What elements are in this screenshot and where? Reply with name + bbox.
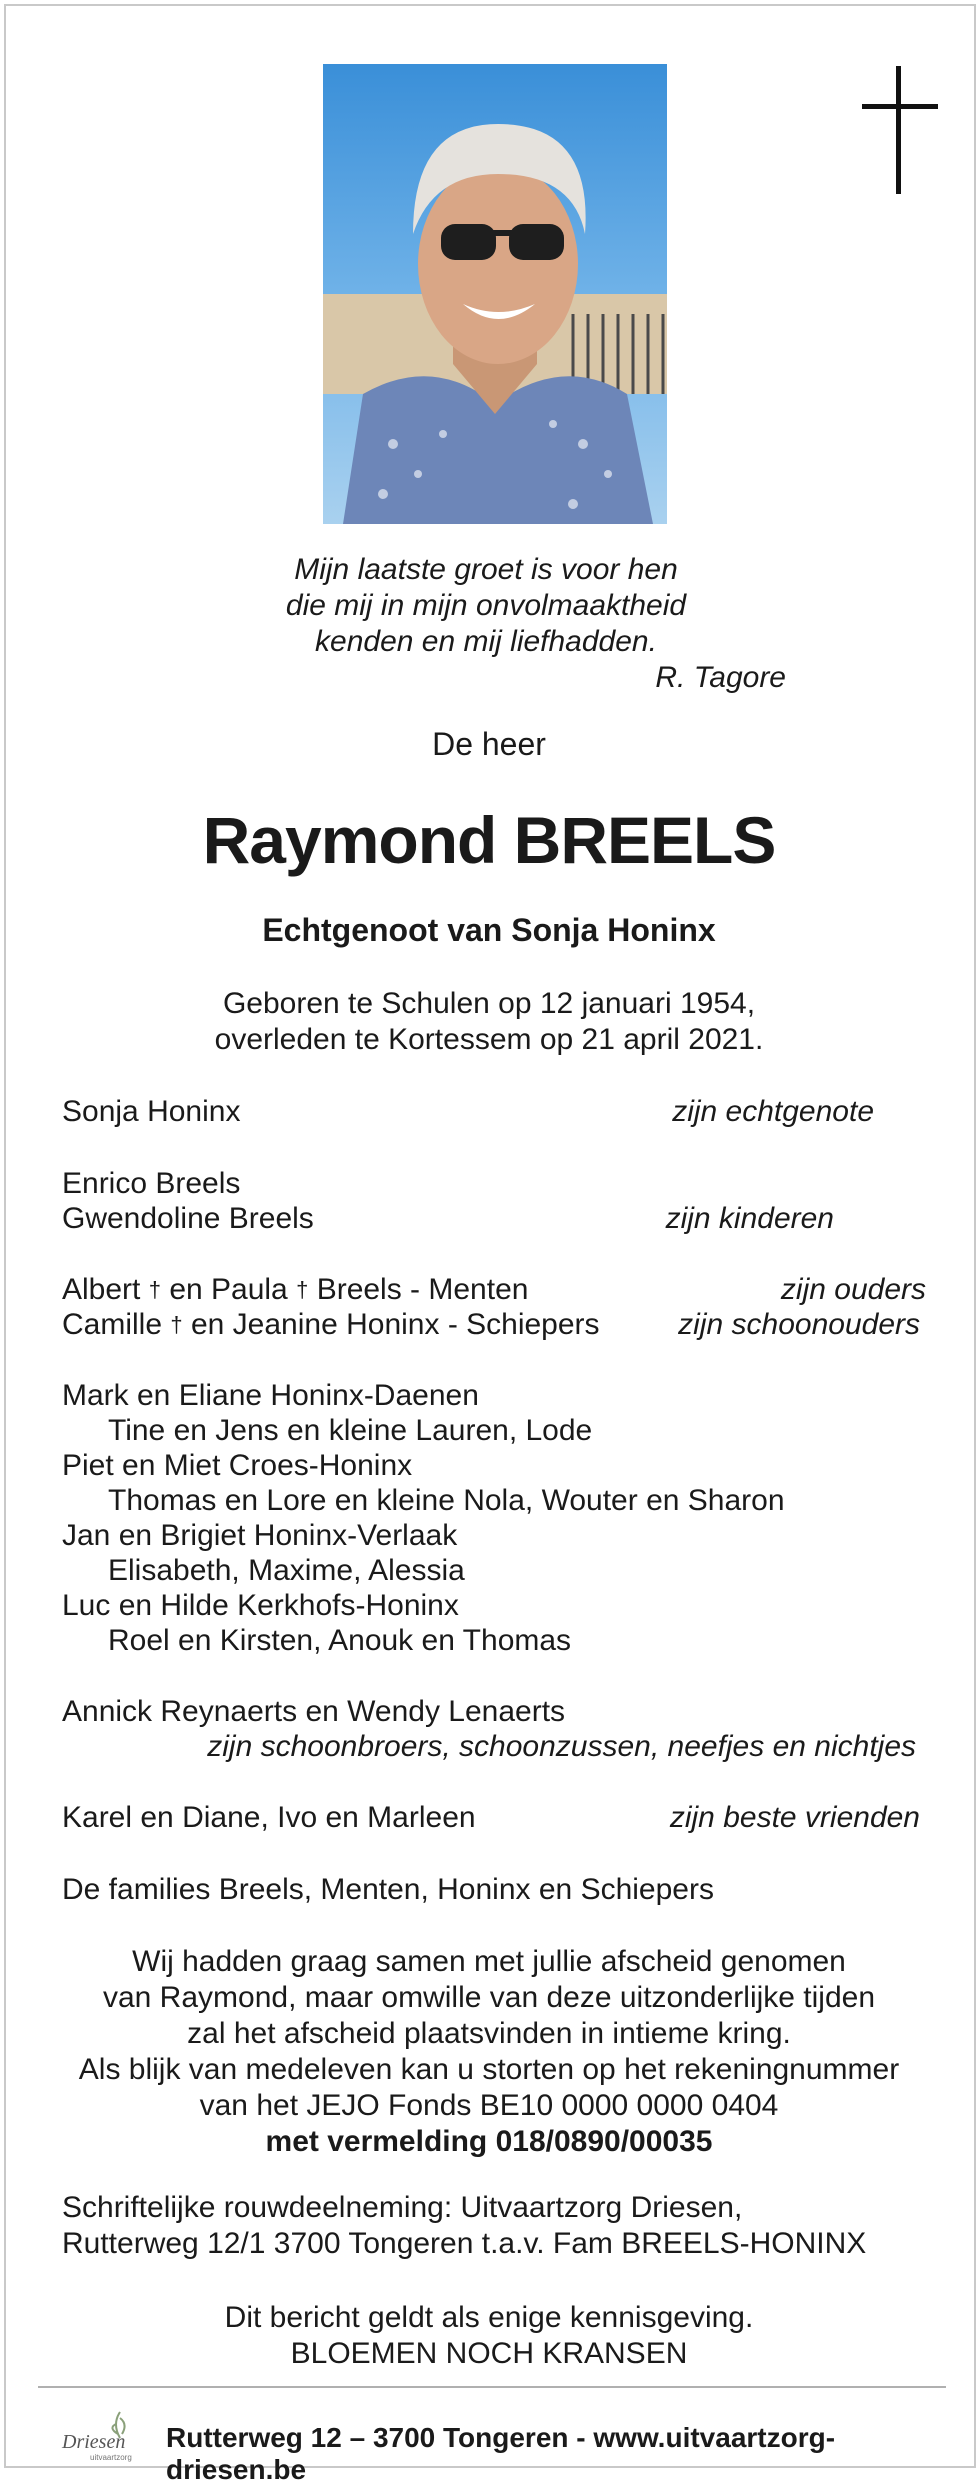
birth-line: Geboren te Schulen op 12 januari 1954, <box>222 987 756 1020</box>
logo-name: Driesen <box>62 2431 126 2453</box>
quote-line: Mijn laatste groet is voor hen <box>294 553 678 586</box>
family-row-inlaws <box>62 1307 926 1343</box>
relative-name: Camille † en Jeanine Honinx - Schiepers <box>62 1308 600 1341</box>
families-line: De families Breels, Menten, Honinx en Schiepers <box>62 1873 714 1906</box>
relative-name: Albert † en Paula † Breels - Menten <box>62 1273 529 1306</box>
notice <box>6 2300 972 2372</box>
birth-death-dates <box>6 986 972 1058</box>
family-row-friends <box>62 1800 926 1836</box>
spouse-line: Echtgenoot van Sonja Honinx <box>262 912 716 948</box>
relative-name: Piet en Miet Croes-Honinx <box>62 1449 413 1482</box>
cross-icon <box>862 66 938 194</box>
relative-name: Gwendoline Breels <box>62 1202 314 1235</box>
quote-line: die mij in mijn onvolmaaktheid <box>285 589 687 622</box>
notice-line: BLOEMEN NOCH KRANSEN <box>290 2337 688 2370</box>
notice-line: Dit bericht geldt als enige kennisgeving. <box>224 2301 754 2334</box>
condolence-line: Schriftelijke rouwdeelneming: Uitvaartzorg Driesen, <box>62 2191 743 2224</box>
payment-reference: met vermelding 018/0890/00035 <box>265 2125 713 2158</box>
honorific: De heer <box>432 726 546 762</box>
relative-name: Elisabeth, Maxime, Alessia <box>108 1554 465 1587</box>
footer-address: Rutterweg 12 – 3700 Tongeren - www.uitvaartzorg-driesen.be <box>166 2422 836 2485</box>
driesen-logo <box>60 2404 150 2466</box>
quote-line: kenden en mij liefhadden. <box>315 625 657 658</box>
death-notice <box>4 4 976 2485</box>
relation-role: zijn echtgenote <box>672 1095 874 1128</box>
condolence-line: Rutterweg 12/1 3700 Tongeren t.a.v. Fam BREELS-HONINX <box>62 2227 867 2260</box>
message-line: Wij hadden graag samen met jullie afscheid genomen <box>132 1945 846 1978</box>
family-row-spouse <box>62 1094 926 1130</box>
relative-name: Tine en Jens en kleine Lauren, Lode <box>108 1414 593 1447</box>
message <box>6 1944 972 2160</box>
relative-name: Sonja Honinx <box>62 1095 241 1128</box>
dagger-icon: † <box>296 1277 309 1302</box>
footer-divider <box>38 2386 946 2388</box>
portrait-photo <box>323 64 667 524</box>
death-line: overleden te Kortessem op 21 april 2021. <box>214 1023 764 1056</box>
relation-role: zijn kinderen <box>665 1202 834 1235</box>
relative-name: Enrico Breels <box>62 1167 241 1200</box>
message-line: van Raymond, maar omwille van deze uitzonderlijke tijden <box>102 1981 876 2014</box>
logo-sub: uitvaartzorg <box>90 2453 132 2462</box>
family-row-parents <box>62 1272 926 1308</box>
relative-name: Thomas en Lore en kleine Nola, Wouter en Sharon <box>108 1484 785 1517</box>
quote-author: R. Tagore <box>655 661 786 694</box>
relative-name: Karel en Diane, Ivo en Marleen <box>62 1801 476 1834</box>
relation-role: zijn ouders <box>780 1273 926 1306</box>
relative-name: Jan en Brigiet Honinx-Verlaak <box>62 1519 458 1552</box>
dagger-icon: † <box>148 1277 161 1302</box>
relation-role: zijn schoonouders <box>678 1308 920 1341</box>
message-line: Als blijk van medeleven kan u storten op het rekeningnummer <box>78 2053 900 2086</box>
message-line: van het JEJO Fonds BE10 0000 0000 0404 <box>199 2089 779 2122</box>
quote <box>6 552 966 696</box>
relation-role: zijn schoonbroers, schoonzussen, neefjes en nichtjes <box>207 1730 916 1763</box>
relative-name: Roel en Kirsten, Anouk en Thomas <box>108 1624 572 1657</box>
relative-name: Annick Reynaerts en Wendy Lenaerts <box>62 1695 566 1728</box>
relation-role: zijn beste vrienden <box>669 1801 920 1834</box>
relative-name: Luc en Hilde Kerkhofs-Honinx <box>62 1589 459 1622</box>
family-row-children <box>62 1201 926 1237</box>
relative-name: Mark en Eliane Honinx-Daenen <box>62 1379 479 1412</box>
message-line: zal het afscheid plaatsvinden in intieme kring. <box>187 2017 791 2050</box>
dagger-icon: † <box>170 1312 183 1337</box>
deceased-name: Raymond BREELS <box>202 803 776 877</box>
